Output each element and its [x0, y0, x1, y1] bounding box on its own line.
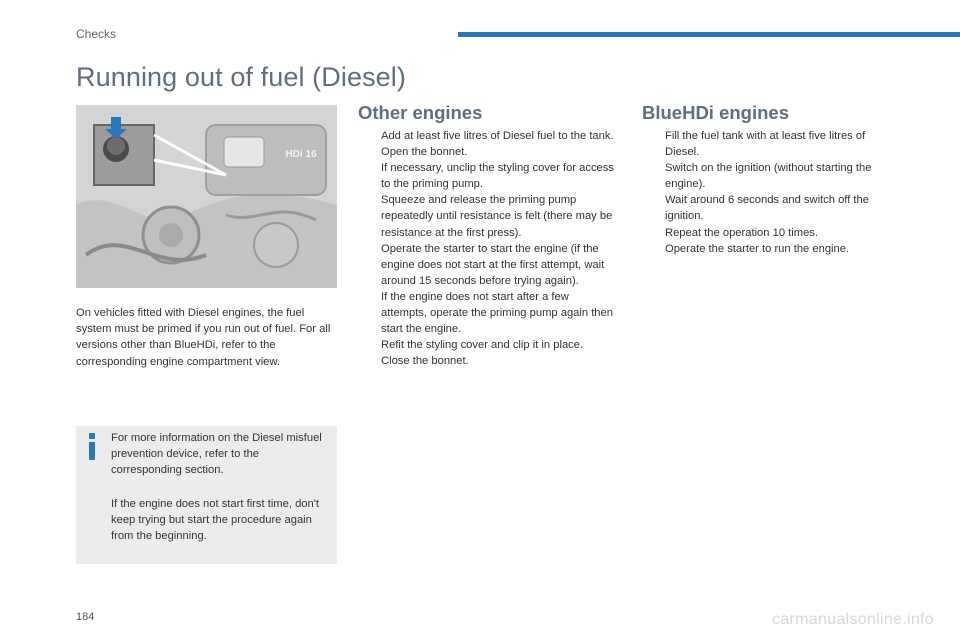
info-box	[76, 426, 337, 564]
section-label: Checks	[76, 27, 117, 41]
other-engines-title: Other engines	[358, 102, 483, 123]
list-item: Operate the starter to run the engine.	[665, 242, 850, 255]
list-item: Refit the styling cover and clip it in place.	[381, 339, 584, 352]
list-item: If necessary, unclip the styling cover for access to the priming pump.	[381, 162, 614, 191]
other-engines-steps	[358, 128, 616, 369]
info-paragraph-2: If the engine does not start first time, don't keep trying but start the procedure again from the beginning.	[111, 498, 319, 542]
list-item: Add at least five litres of Diesel fuel to the tank.	[381, 130, 614, 142]
bluehdi-engines-title: BlueHDi engines	[642, 102, 789, 123]
list-item: Squeeze and release the priming pump repeatedly until resistance is felt (there may be resistance at the first press).	[381, 194, 613, 239]
list-item: Close the bonnet.	[381, 355, 469, 368]
intro-paragraph: On vehicles fitted with Diesel engines, the fuel system must be primed if you run out of fuel. For all versions other than BlueHDi, refer to the corresponding engine compartment view.	[76, 307, 331, 368]
list-item: Switch on the ignition (without starting the engine).	[665, 162, 872, 191]
list-item: Wait around 6 seconds and switch off the ignition.	[665, 194, 869, 223]
list-item: Fill the fuel tank with at least five litres of Diesel.	[665, 130, 866, 159]
list-item: Open the bonnet.	[381, 146, 468, 159]
info-paragraph-1: For more information on the Diesel misfuel prevention device, refer to the corresponding section.	[111, 432, 322, 476]
watermark: carmanualsonline.info	[772, 611, 934, 628]
bluehdi-engines-steps	[642, 128, 900, 257]
page-number: 184	[76, 611, 95, 623]
engine-cover-label: HDi 16	[285, 149, 317, 160]
list-item: If the engine does not start after a few attempts, operate the priming pump again then start the engine.	[381, 290, 613, 336]
info-icon	[85, 432, 99, 462]
engine-compartment-photo	[76, 105, 337, 288]
page-title: Running out of fuel (Diesel)	[76, 62, 406, 92]
list-item: Repeat the operation 10 times.	[665, 226, 818, 239]
list-item: Operate the starter to start the engine (if the engine does not start at the first attempt, wait around 15 seconds before trying again).	[381, 242, 605, 287]
header-accent-bar	[458, 32, 960, 37]
